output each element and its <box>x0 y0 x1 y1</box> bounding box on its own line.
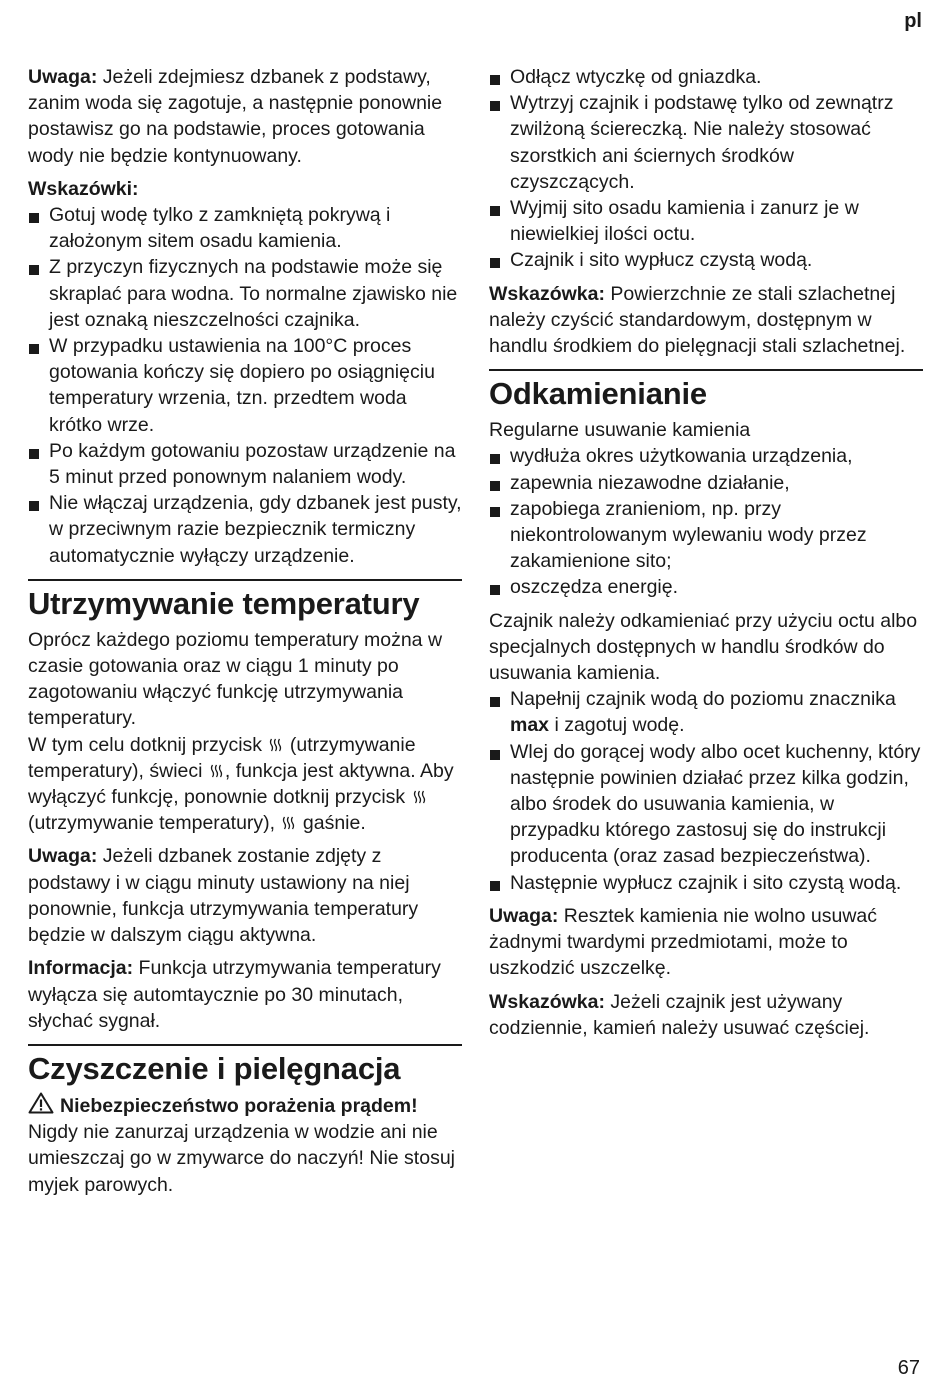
list-item: W przypadku ustawienia na 100°C proces gotowania kończy się dopiero po osiągnięciu temperatury wrzenia, tzn. przedtem woda krótko wrze. <box>28 333 462 438</box>
text-fragment: (utrzymywanie temperatury), świeci <box>28 733 416 782</box>
section-title-descaling: Odkamienianie <box>489 369 923 413</box>
info-text: Funkcja utrzymywania temperatury wyłącza się automtaycznie po 30 minutach, słychać sygnał. <box>28 957 441 1032</box>
list-item: Nie włączaj urządzenia, gdy dzbanek jest pusty, w przeciwnym razie bezpiecznik termiczny automatycznie wyłączy urządzenie. <box>28 490 462 569</box>
list-item <box>489 686 923 738</box>
keep-warm-info <box>28 955 462 1034</box>
keep-warm-icon <box>282 816 295 830</box>
text-fragment: gaśnie. <box>297 812 366 835</box>
text-fragment: i zagotuj wodę. <box>549 714 685 737</box>
tip-label: Wskazówka: <box>489 990 605 1013</box>
section-title-keep-warm: Utrzymywanie temperatury <box>28 579 462 623</box>
list-item: Po każdym gotowaniu pozostaw urządzenie na 5 minut przed ponownym nalaniem wody. <box>28 438 462 490</box>
note-label: Uwaga: <box>28 66 98 88</box>
tip-label: Wskazówka: <box>489 282 605 305</box>
note-text: Jeżeli zdejmiesz dzbanek z podstawy, zanim woda się zagotuje, a następnie ponownie postawisz go na podstawie, proces gotowania wody nie będzie kontynuowany. <box>28 66 443 167</box>
left-column <box>28 64 462 1205</box>
list-item: Z przyczyn fizycznych na podstawie może się skraplać para wodna. To normalne zjawisko nie jest oznaką nieszczelności czajnika. <box>28 254 462 333</box>
list-item: oszczędza energię. <box>489 574 923 600</box>
keep-warm-icon <box>413 790 426 804</box>
note-text: Resztek kamienia nie wolno usuwać żadnymi twardymi przedmiotami, może to uszkodzić uszczelkę. <box>489 904 878 980</box>
list-item: Wyjmij sito osadu kamienia i zanurz je w niewielkiej ilości octu. <box>489 195 923 247</box>
text-fragment: Napełnij czajnik wodą do poziomu znacznika <box>510 688 896 711</box>
note-lid-removal <box>28 64 462 169</box>
tips-list <box>28 202 462 569</box>
tip-text: Powierzchnie ze stali szlachetnej należy czyścić standardowym, dostępnym w handlu środkiem do pielęgnacji stali szlachetnej. <box>489 282 906 358</box>
page-number: 67 <box>897 1356 920 1379</box>
list-item: Odłącz wtyczkę od gniazdka. <box>489 64 923 90</box>
electric-shock-warning <box>28 1092 462 1119</box>
list-item: wydłuża okres użytkowania urządzenia, <box>489 443 923 469</box>
note-label: Uwaga: <box>28 845 98 868</box>
descaling-intro: Regularne usuwanie kamienia <box>489 419 751 442</box>
list-item: Gotuj wodę tylko z zamkniętą pokrywą i założonym sitem osadu kamienia. <box>28 202 462 254</box>
keep-warm-icon <box>269 738 282 752</box>
list-item: Czajnik i sito wypłucz czystą wodą. <box>489 247 923 273</box>
list-item: Wytrzyj czajnik i podstawę tylko od zewnątrz zwilżoną ściereczką. Nie należy stosować szorstkich ani ściernych środków czyszczących. <box>489 90 923 195</box>
info-label: Informacja: <box>28 957 134 980</box>
text-fragment: W tym celu dotknij przycisk <box>28 733 268 756</box>
note-label: Uwaga: <box>489 904 559 927</box>
descaling-note <box>489 903 923 982</box>
steel-tip <box>489 281 923 360</box>
list-item: Wlej do gorącej wody albo ocet kuchenny, który następnie powinien działać przez kilka godzin, albo środek do usuwania kamienia, w przypadku którego zastosuj się do instrukcji producenta (oraz zasad bezpieczeństwa). <box>489 739 923 870</box>
cleaning-steps <box>489 64 923 274</box>
text-fragment: , funkcja jest aktywna. Aby wyłączyć funkcję, ponownie dotknij przycisk <box>28 759 454 809</box>
list-item: zapewnia niezawodne działanie, <box>489 470 923 496</box>
keep-warm-icon <box>210 764 223 778</box>
descaling-benefits <box>489 443 923 600</box>
max-marker: max <box>510 714 550 737</box>
right-column <box>489 64 923 1048</box>
tips-heading: Wskazówki: <box>28 177 139 200</box>
list-item: zapobiega zranieniom, np. przy niekontrolowanym wylewaniu wody przez zakamienione sito; <box>489 496 923 575</box>
descaling-tip <box>489 989 923 1041</box>
list-item: Następnie wypłucz czajnik i sito czystą wodą. <box>489 870 923 896</box>
keep-warm-instructions <box>28 732 462 837</box>
note-text: Jeżeli dzbanek zostanie zdjęty z podstawy i w ciągu minuty ustawiony na niej ponownie, funkcja utrzymywania temperatury będzie w dalszym ciągu aktywna. <box>28 845 419 947</box>
text-fragment: (utrzymywanie temperatury), <box>28 812 281 835</box>
language-code: pl <box>904 10 922 32</box>
warning-text: Nigdy nie zanurzaj urządzenia w wodzie ani nie umieszczaj go w zmywarce do naczyń! Nie stosuj myjek parowych. <box>28 1121 455 1196</box>
tip-text: Jeżeli czajnik jest używany codziennie, kamień należy usuwać częściej. <box>489 990 870 1039</box>
section-title-cleaning: Czyszczenie i pielęgnacja <box>28 1044 462 1088</box>
warning-triangle-icon <box>28 1092 54 1114</box>
warning-title: Niebezpieczeństwo porażenia prądem! <box>60 1094 418 1117</box>
keep-warm-note <box>28 843 462 948</box>
keep-warm-intro: Oprócz każdego poziomu temperatury można w czasie gotowania oraz w ciągu 1 minuty po zagotowaniu włączyć funkcję utrzymywania temperatury. <box>28 628 443 730</box>
descaling-steps <box>489 686 923 896</box>
descaling-paragraph: Czajnik należy odkamieniać przy użyciu octu albo specjalnych dostępnych w handlu środków do usuwania kamienia. <box>489 609 918 685</box>
